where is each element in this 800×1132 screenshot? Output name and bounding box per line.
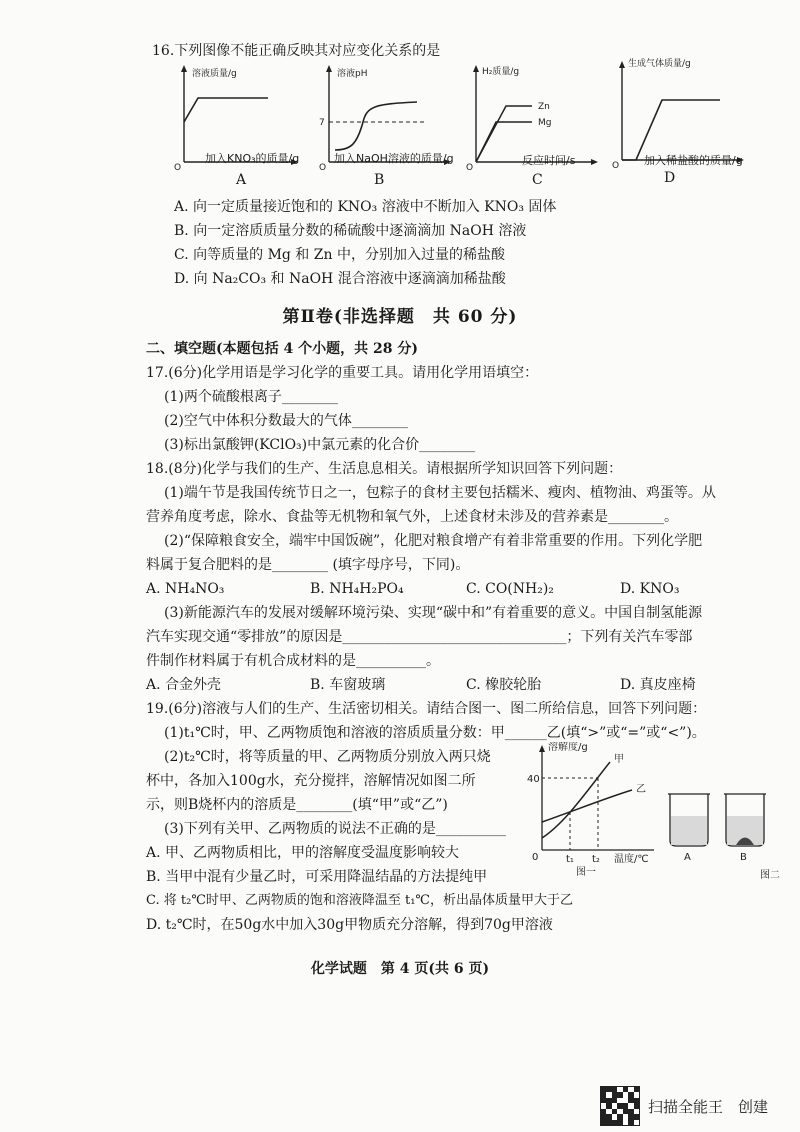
graph-c-xlabel: 反应时间/s xyxy=(522,154,576,167)
graph-b-xlabel: 加入NaOH溶液的质量/g xyxy=(334,152,454,165)
q19-line: (3)下列有关甲、乙两物质的说法不正确的是__________ xyxy=(164,821,506,837)
q18-option-b: B. NH₄H₂PO₄ xyxy=(310,581,404,597)
graph-c-letter: C xyxy=(532,172,543,188)
q16-option-b: B. 向一定溶质质量分数的稀硫酸中逐滴滴加 NaOH 溶液 xyxy=(174,223,527,239)
q18-option-c: C. CO(NH₂)₂ xyxy=(466,581,554,597)
figure-1 xyxy=(526,742,658,880)
q18-line: (2)“保障粮食安全，端牢中国饭碗”，化肥对粮食增产有着非常重要的作用。下列化学肥 xyxy=(164,533,703,549)
q18-line: 营养角度考虑，除水、食盐等无机物和氧气外，上述食材未涉及的营养素是________。 xyxy=(146,509,678,525)
fig1-xlabel: 温度/℃ xyxy=(614,854,649,865)
q16-option-d: D. 向 Na₂CO₃ 和 NaOH 混合溶液中逐滴滴加稀盐酸 xyxy=(174,271,506,287)
graph-a-letter: A xyxy=(236,172,247,188)
graph-d-xlabel: 加入稀盐酸的质量/g xyxy=(644,154,743,167)
q19-line: (1)t₁℃时，甲、乙两物质饱和溶液的溶质质量分数：甲______乙(填“>”或“=”或“<”)。 xyxy=(164,725,706,741)
section-title: 第Ⅱ卷(非选择题 共 60 分) xyxy=(282,307,518,327)
fig1-series-jia: 甲 xyxy=(614,754,624,765)
q18-line: 料属于复合肥料的是________ (填字母序号，下同)。 xyxy=(146,557,470,573)
section-heading: 二、填空题(本题包括 4 个小题，共 28 分) xyxy=(146,341,418,357)
graph-b-mark: 7 xyxy=(319,118,325,128)
curve-a xyxy=(184,98,268,122)
beaker-b-label: B xyxy=(740,852,747,863)
q18-line: (3)新能源汽车的发展对缓解环境污染、实现“碳中和”有着重要的意义。中国自制氢能源 xyxy=(164,605,703,621)
q19-option-d: D. t₂℃时，在50g水中加入30g甲物质充分溶解，得到70g甲溶液 xyxy=(146,917,553,933)
graph-c-origin: O xyxy=(466,163,474,172)
q19-option-a: A. 甲、乙两物质相比，甲的溶解度受温度影响较大 xyxy=(146,845,460,861)
q18-option2-b: B. 车窗玻璃 xyxy=(310,677,386,693)
graph-d-origin: O xyxy=(612,161,620,170)
curve-yi xyxy=(542,790,632,822)
q16-option-c: C. 向等质量的 Mg 和 Zn 中，分别加入过量的稀盐酸 xyxy=(174,247,505,263)
graph-a-origin: O xyxy=(174,163,182,172)
fig1-origin: 0 xyxy=(532,852,539,863)
qr-code-icon xyxy=(600,1086,640,1126)
graph-b-origin: O xyxy=(319,163,327,172)
q19-option-c: C. 将 t₂℃时甲、乙两物质的饱和溶液降温至 t₁℃，析出晶体质量甲大于乙 xyxy=(146,893,573,908)
q17-item-1: (1)两个硫酸根离子________ xyxy=(164,389,338,405)
brand-text: 扫描全能王 创建 xyxy=(648,1097,769,1116)
q18-option-d: D. KNO₃ xyxy=(620,581,680,597)
q19-line: (2)t₂℃时，将等质量的甲、乙两物质分别放入两只烧 xyxy=(164,749,491,765)
graph-d-letter: D xyxy=(664,170,676,186)
fig1-caption: 图一 xyxy=(576,867,596,876)
q18-line: 汽车实现交通“零排放”的原因是________________________________；下列有关汽车零部 xyxy=(146,629,693,645)
q17-item-3: (3)标出氯酸钾(KClO₃)中氯元素的化合价________ xyxy=(164,437,476,453)
series-mg: Mg xyxy=(538,118,552,128)
scanner-brand xyxy=(600,1086,768,1126)
graph-b-ylabel: 溶液pH xyxy=(337,69,368,79)
curve-jia xyxy=(542,762,610,838)
q18-option-a: A. NH₄NO₃ xyxy=(146,581,225,597)
q18-line: 件制作材料属于有机合成材料的是__________。 xyxy=(146,653,440,669)
q19-line: 杯中，各加入100g水，充分搅拌，溶解情况如图二所 xyxy=(146,773,476,789)
q19-line: 示，则B烧杯内的溶质是________(填“甲”或“乙”) xyxy=(146,797,448,813)
graph-a-xlabel: 加入KNO₃的质量/g xyxy=(205,152,300,165)
q18-option2-a: A. 合金外壳 xyxy=(146,677,222,693)
q17-stem: 17.(6分)化学用语是学习化学的重要工具。请用化学用语填空： xyxy=(146,365,539,381)
fig1-ylabel: 溶解度/g xyxy=(548,742,588,753)
fig2-caption: 图二 xyxy=(760,870,780,881)
fig1-series-yi: 乙 xyxy=(636,784,646,795)
beaker-a-label: A xyxy=(684,852,691,863)
fig1-t2: t₂ xyxy=(592,854,600,865)
q18-option2-d: D. 真皮座椅 xyxy=(620,677,696,693)
q19-stem: 19.(6分)溶液与人们的生产、生活密切相关。请结合图一、图二所给信息，回答下列问题： xyxy=(146,701,707,717)
graph-d-ylabel: 生成气体质量/g xyxy=(628,59,691,69)
q19-option-b: B. 当甲中混有少量乙时，可采用降温结晶的方法提纯甲 xyxy=(146,869,488,885)
q18-option2-c: C. 橡胶轮胎 xyxy=(466,677,542,693)
curve-b xyxy=(335,102,417,150)
series-zn: Zn xyxy=(538,102,550,112)
q18-line: (1)端午节是我国传统节日之一，包粽子的食材主要包括糯米、瘦肉、植物油、鸡蛋等。从 xyxy=(164,485,716,501)
figure-2 xyxy=(664,790,784,886)
fig1-t1: t₁ xyxy=(566,854,574,865)
q17-item-2: (2)空气中体积分数最大的气体________ xyxy=(164,413,408,429)
graph-b-letter: B xyxy=(374,172,385,188)
graph-c-ylabel: H₂质量/g xyxy=(482,67,520,77)
q16-option-a: A. 向一定质量接近饱和的 KNO₃ 溶液中不断加入 KNO₃ 固体 xyxy=(174,199,557,215)
q16-stem: 16.下列图像不能正确反映其对应变化关系的是 xyxy=(152,43,441,59)
fig1-tick: 40 xyxy=(527,774,540,785)
q18-stem: 18.(8分)化学与我们的生产、生活息息相关。请根据所学知识回答下列问题： xyxy=(146,461,623,477)
graph-a-ylabel: 溶液质量/g xyxy=(192,69,237,79)
page-footer: 化学试题 第 4 页(共 6 页) xyxy=(310,961,490,977)
